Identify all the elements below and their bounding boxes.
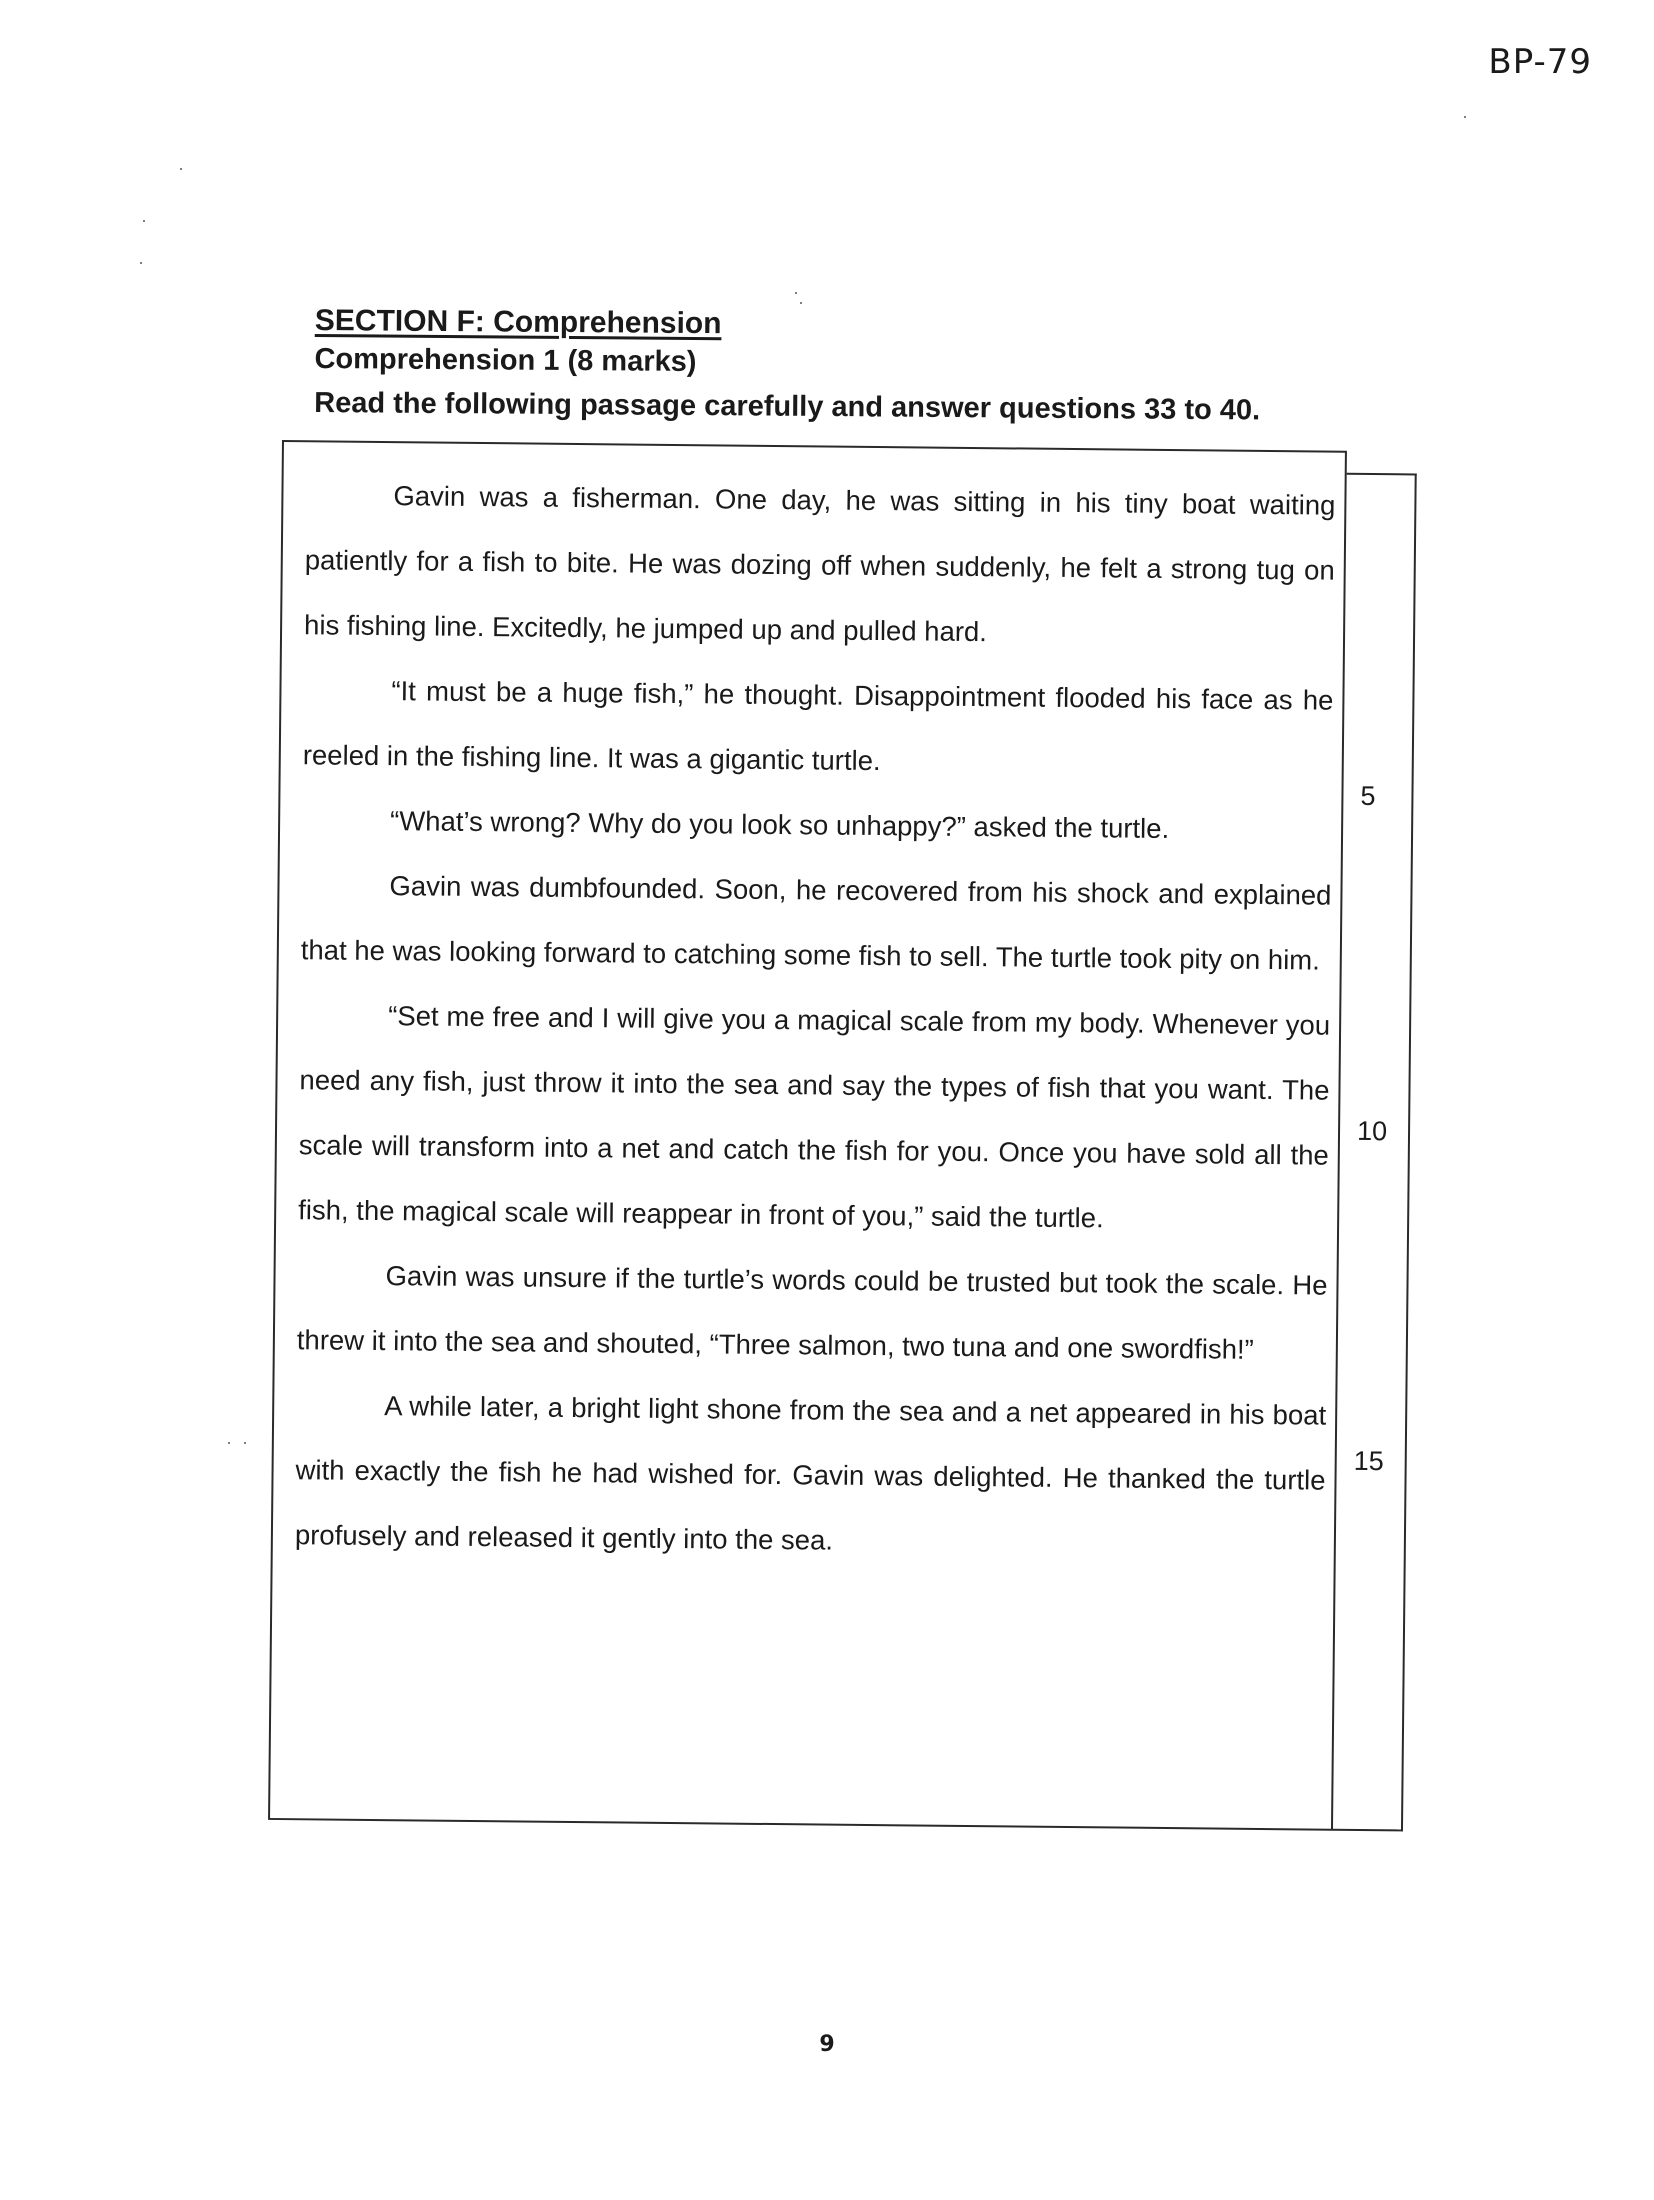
line-number-column — [1333, 473, 1417, 1832]
line-number: 15 — [1353, 1445, 1384, 1477]
line-number: 5 — [1360, 780, 1376, 812]
passage-paragraph: “Set me free and I will give you a magical scale from my body. Whenever you need any fish, just throw it into the sea and say the types of fish that you want. The scale will transform into a net and catch the fish for you. Once you have sold all the fish, the magical scale will reappear in front of you,” said the turtle. — [298, 1000, 1331, 1234]
scan-speck — [1464, 116, 1466, 118]
scan-speck — [795, 292, 797, 294]
scan-speck — [140, 262, 142, 264]
passage-frame — [268, 440, 1442, 1832]
scan-speck — [180, 168, 182, 170]
instruction-text: Read the following passage carefully and answer questions 33 to 40. — [314, 386, 1261, 427]
passage-paragraph: Gavin was a fisherman. One day, he was sitting in his tiny boat waiting patiently for a fish to bite. He was dozing off when suddenly, he felt a strong tug on his fishing line. Excitedly, he jumped up and pulled hard. — [303, 480, 1336, 648]
passage-paragraph: Gavin was unsure if the turtle’s words could be trusted but took the scale. He threw it into the sea and shouted, “Three salmon, two tuna and one swordfish!” — [296, 1260, 1328, 1365]
passage-paragraph: “It must be a huge fish,” he thought. Disappointment flooded his face as he reeled in the fishing line. It was a gigantic turtle. — [302, 675, 1334, 777]
page-number: 9 — [819, 2032, 835, 2057]
passage-paragraph: A while later, a bright light shone from the sea and a net appeared in his boat with exactly the fish he had wished for. Gavin was delighted. He thanked the turtle profusely and released it gently into the sea. — [294, 1390, 1327, 1556]
section-title: SECTION F: Comprehension — [314, 303, 722, 341]
scan-speck — [228, 1442, 230, 1444]
passage-paragraph: “What’s wrong? Why do you look so unhappy?” asked the turtle. — [389, 805, 1170, 844]
scan-speck — [244, 1442, 246, 1444]
scan-speck — [143, 220, 145, 222]
line-number: 10 — [1356, 1115, 1388, 1147]
passage-paragraph: Gavin was dumbfounded. Soon, he recovered from his shock and explained that he was looking forward to catching some fish to sell. The turtle took pity on him. — [300, 870, 1332, 976]
comprehension-subtitle: Comprehension 1 (8 marks) — [314, 342, 697, 378]
scan-speck — [800, 302, 802, 304]
section-header — [314, 302, 1315, 432]
passage-text — [295, 462, 1336, 1577]
page-code: BP-79 — [1488, 42, 1592, 82]
passage-box — [268, 440, 1347, 1831]
